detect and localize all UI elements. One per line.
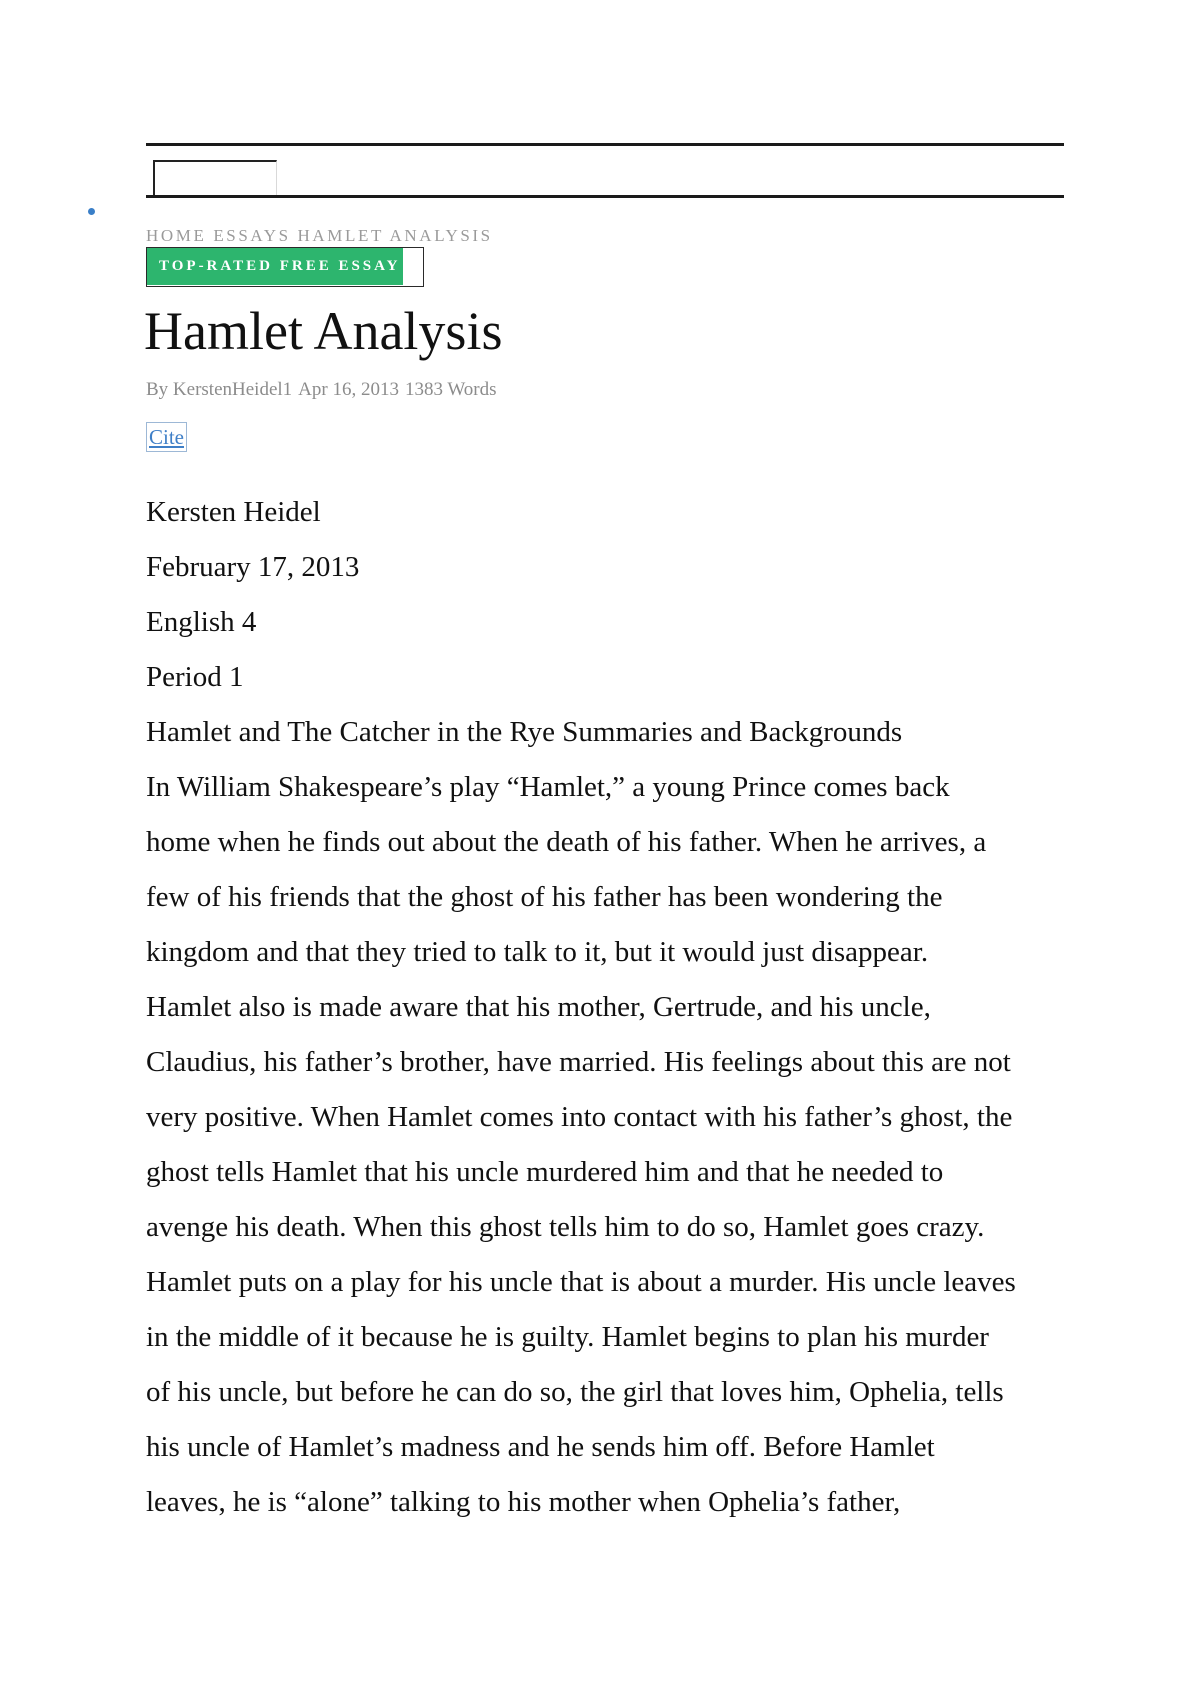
breadcrumb-essays-link[interactable]: ESSAYS: [213, 226, 291, 245]
top-rated-badge-label: TOP-RATED FREE ESSAY: [159, 258, 401, 274]
essay-line: his uncle of Hamlet’s madness and he sends him off. Before Hamlet: [146, 1431, 935, 1463]
top-rated-badge-frame: [146, 247, 424, 287]
page-title: Hamlet Analysis: [144, 301, 503, 361]
essay-line: ghost tells Hamlet that his uncle murdered him and that he needed to: [146, 1156, 944, 1188]
essay-line: few of his friends that the ghost of his father has been wondering the: [146, 881, 943, 913]
header-top-rule: [146, 143, 1064, 146]
essay-line: very positive. When Hamlet comes into contact with his father’s ghost, the: [146, 1101, 1013, 1133]
essay-line: Hamlet and The Catcher in the Rye Summaries and Backgrounds: [146, 716, 903, 748]
essay-line: kingdom and that they tried to talk to it, but it would just disappear.: [146, 936, 929, 968]
essay-line: Claudius, his father’s brother, have married. His feelings about this are not: [146, 1046, 1011, 1078]
essay-line: in the middle of it because he is guilty. Hamlet begins to plan his murder: [146, 1321, 989, 1353]
breadcrumb-current: HAMLET ANALYSIS: [297, 226, 493, 245]
breadcrumb-home-link[interactable]: HOME: [146, 226, 207, 245]
essay-line: In William Shakespeare’s play “Hamlet,” a young Prince comes back: [146, 771, 950, 803]
list-bullet: [88, 208, 95, 215]
word-count: 1383 Words: [404, 379, 497, 400]
essay-line: avenge his death. When this ghost tells him to do so, Hamlet goes crazy.: [146, 1211, 985, 1243]
top-rated-badge: [147, 248, 403, 285]
publish-date: Apr 16, 2013: [298, 379, 399, 400]
essay-line: leaves, he is “alone” talking to his mother when Ophelia’s father,: [146, 1486, 901, 1518]
author-byline: By KerstenHeidel1: [146, 379, 293, 400]
essay-line: February 17, 2013: [146, 551, 360, 583]
essay-line: Kersten Heidel: [146, 496, 321, 528]
essay-line: Period 1: [146, 661, 244, 693]
search-input[interactable]: [153, 160, 277, 198]
essay-line: home when he finds out about the death of his father. When he arrives, a: [146, 826, 987, 858]
header-bottom-rule: [146, 195, 1064, 198]
essay-line: English 4: [146, 606, 257, 638]
essay-line: Hamlet puts on a play for his uncle that is about a murder. His uncle leaves: [146, 1266, 1016, 1298]
essay-line: Hamlet also is made aware that his mother, Gertrude, and his uncle,: [146, 991, 931, 1023]
article-meta: [146, 379, 497, 401]
breadcrumb: [146, 226, 493, 246]
cite-button[interactable]: Cite: [146, 422, 187, 452]
essay-body: [146, 485, 1076, 1530]
essay-line: of his uncle, but before he can do so, the girl that loves him, Ophelia, tells: [146, 1376, 1004, 1408]
